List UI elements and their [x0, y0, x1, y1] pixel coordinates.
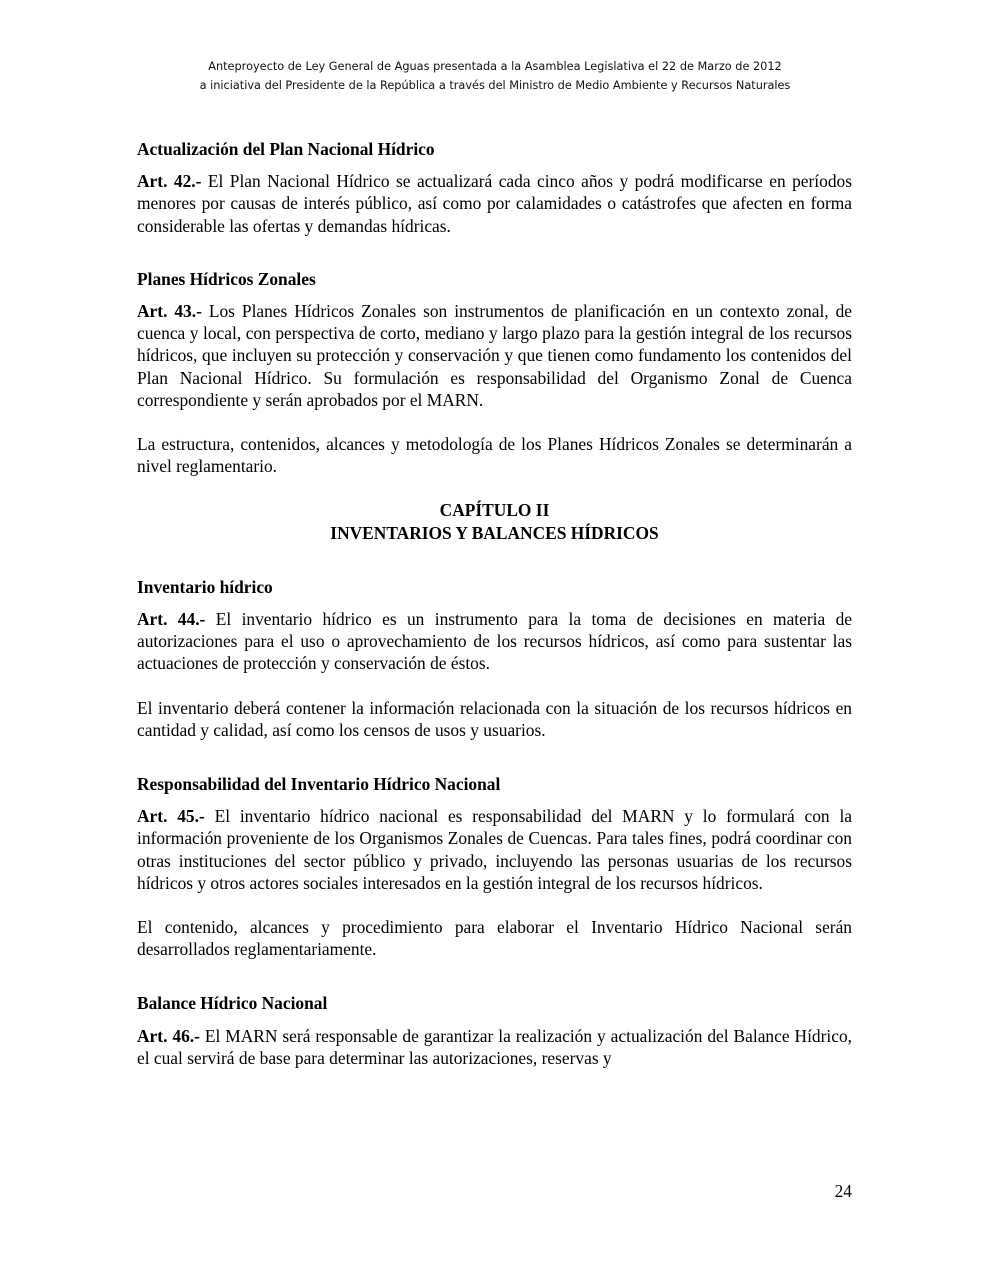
article-45-paragraph-2: El contenido, alcances y procedimiento para elaborar el Inventario Hídrico Nacional serán desarrollados reglamentariamente. [137, 917, 852, 960]
article-43 [137, 300, 852, 411]
running-header [0, 57, 990, 95]
article-44-text: El inventario hídrico es un instrumento para la toma de decisiones en materia de autorizaciones para el uso o aprovechamiento de los recursos hídricos, así como para sustentar las actuaciones de protección y conservación de éstos. [137, 609, 852, 674]
article-45-text: El inventario hídrico nacional es responsabilidad del MARN y lo formulará con la información proveniente de los Organismos Zonales de Cuencas. Para tales fines, podrá coordinar con otras instituciones del sector público y privado, incluyendo las personas usuarias de los recursos hídricos y otros actores sociales interesados en la gestión integral de los recursos hídricos. [137, 806, 852, 893]
header-line-1: Anteproyecto de Ley General de Aguas presentada a la Asamblea Legislativa el 22 de Marzo de 2012 [208, 60, 782, 73]
section-heading-art-45: Responsabilidad del Inventario Hídrico Nacional [137, 774, 501, 795]
section-heading-art-43: Planes Hídricos Zonales [137, 268, 316, 289]
section-heading-art-44: Inventario hídrico [137, 576, 273, 597]
article-46 [137, 1025, 852, 1069]
page-number: 24 [834, 1181, 852, 1201]
chapter-title: INVENTARIOS Y BALANCES HÍDRICOS [330, 522, 659, 543]
section-heading-art-42: Actualización del Plan Nacional Hídrico [137, 139, 435, 159]
article-44-label: Art. 44.- [137, 609, 206, 630]
article-44-paragraph-2: El inventario deberá contener la información relacionada con la situación de los recursos hídricos en cantidad y calidad, así como los censos de usos y usuarios. [137, 697, 852, 740]
article-44 [137, 608, 852, 675]
document-body [137, 138, 852, 1069]
article-45 [137, 805, 852, 894]
article-46-label: Art. 46.- [137, 1025, 200, 1046]
article-45-label: Art. 45.- [137, 806, 205, 827]
article-42-label: Art. 42.- [137, 171, 202, 192]
article-43-paragraph-2: La estructura, contenidos, alcances y metodología de los Planes Hídricos Zonales se determinarán a nivel reglamentario. [137, 434, 852, 477]
article-42-text: El Plan Nacional Hídrico se actualizará cada cinco años y podrá modificarse en períodos menores por causas de interés público, así como por calamidades o catástrofes que afecten en forma considerable las ofertas y demandas hídricas. [137, 171, 852, 236]
chapter-number: CAPÍTULO II [439, 500, 550, 521]
article-46-text: El MARN será responsable de garantizar la realización y actualización del Balance Hídrico, el cual servirá de base para determinar las autorizaciones, reservas y [137, 1025, 852, 1068]
article-43-label: Art. 43.- [137, 301, 202, 322]
article-42 [137, 170, 852, 237]
section-heading-art-46: Balance Hídrico Nacional [137, 993, 328, 1014]
article-43-text: Los Planes Hídricos Zonales son instrumentos de planificación en un contexto zonal, de cuenca y local, con perspectiva de corto, mediano y largo plazo para la gestión integral de los recursos hídricos, que incluyen su protección y conservación y que tienen como fundamento los contenidos del Plan Nacional Hídrico. Su formulación es responsabilidad del Organismo Zonal de Cuenca correspondiente y serán aprobados por el MARN. [137, 301, 852, 410]
header-line-2: a iniciativa del Presidente de la República a través del Ministro de Medio Ambiente y Recursos Naturales [199, 79, 791, 92]
